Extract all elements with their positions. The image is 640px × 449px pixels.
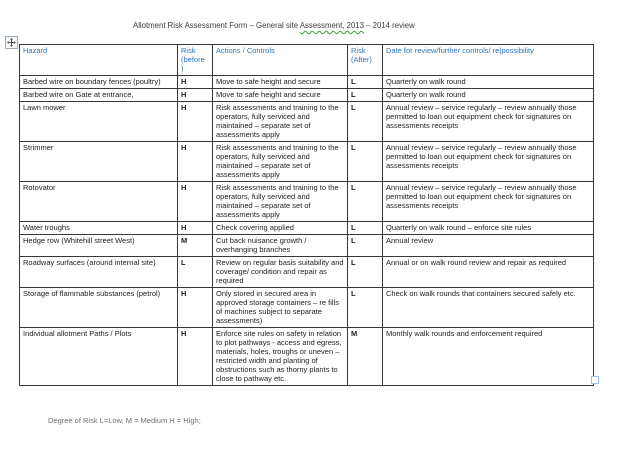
risk-after-cell: L xyxy=(348,182,383,222)
risk-after-cell: M xyxy=(348,328,383,386)
risk-after-cell: L xyxy=(348,89,383,102)
risk-before-cell: H xyxy=(178,222,213,235)
table-row xyxy=(20,142,594,182)
risk-before-cell: H xyxy=(178,102,213,142)
hazard-cell: Strimmer xyxy=(20,142,178,182)
date-cell: Check on walk rounds that containers secured safely etc. xyxy=(383,288,594,328)
date-cell: Monthly walk rounds and enforcement required xyxy=(383,328,594,386)
actions-cell: Risk assessments and training to the operators, fully serviced and maintained – separate set of assessments apply xyxy=(213,142,348,182)
risk-after-cell: L xyxy=(348,102,383,142)
table-row xyxy=(20,235,594,257)
table-row xyxy=(20,257,594,288)
four-way-arrow-icon xyxy=(7,38,16,47)
actions-cell: Review on regular basis suitability and coverage/ condition and repair as required xyxy=(213,257,348,288)
risk-before-cell: H xyxy=(178,288,213,328)
risk-after-cell: L xyxy=(348,142,383,182)
header-risk-before: Risk (before ) xyxy=(178,45,213,76)
risk-table-body xyxy=(20,76,594,386)
table-row xyxy=(20,102,594,142)
actions-cell: Check covering applied xyxy=(213,222,348,235)
hazard-cell: Water troughs xyxy=(20,222,178,235)
risk-after-cell: L xyxy=(348,76,383,89)
actions-cell: Risk assessments and training to the operators, fully serviced and maintained – separate set of assessments apply xyxy=(213,182,348,222)
actions-cell: Enforce site rules on safety in relation to plot pathways - access and egress, materials, holes, troughs or uneven – restricted width and planting of obstructions such as thorny plants to close to pathway etc. xyxy=(213,328,348,386)
date-cell: Quarterly on walk round xyxy=(383,89,594,102)
hazard-cell: Individual allotment Paths / Plots xyxy=(20,328,178,386)
table-row xyxy=(20,76,594,89)
table-row xyxy=(20,89,594,102)
risk-before-cell: H xyxy=(178,89,213,102)
date-cell: Quarterly on walk round xyxy=(383,76,594,89)
date-cell: Annual review – service regularly – review annually those permitted to loan out equipment check for signatures on assessments receipts xyxy=(383,142,594,182)
table-resize-handle[interactable] xyxy=(591,376,599,384)
table-row xyxy=(20,328,594,386)
risk-before-cell: M xyxy=(178,235,213,257)
date-cell: Annual or on walk round review and repair as required xyxy=(383,257,594,288)
date-cell: Annual review – service regularly – review annually those permitted to loan out equipment check for signatures on assessments receipts xyxy=(383,182,594,222)
header-risk-after: Risk (After) xyxy=(348,45,383,76)
risk-after-cell: L xyxy=(348,288,383,328)
hazard-cell: Hedge row (Whitehill street West) xyxy=(20,235,178,257)
risk-before-cell: H xyxy=(178,182,213,222)
risk-after-cell: L xyxy=(348,235,383,257)
table-row xyxy=(20,222,594,235)
hazard-cell: Barbed wire on boundary fences (poultry) xyxy=(20,76,178,89)
hazard-cell: Barbed wire on Gate at entrance, xyxy=(20,89,178,102)
risk-legend-text: Degree of Risk L=Low, M = Medium H = High; xyxy=(48,416,201,425)
actions-cell: Risk assessments and training to the operators, fully serviced and maintained – separate set of assessments apply xyxy=(213,102,348,142)
hazard-cell: Storage of flammable substances (petrol) xyxy=(20,288,178,328)
document-title xyxy=(133,21,415,31)
actions-cell: Only stored in secured area in approved storage containers – re fills of machines subject to separate assessments) xyxy=(213,288,348,328)
date-cell: Quarterly on walk round – enforce site rules xyxy=(383,222,594,235)
table-row xyxy=(20,288,594,328)
title-spellcheck-text: Assessment, 2013 xyxy=(299,21,364,30)
hazard-cell: Lawn mower xyxy=(20,102,178,142)
table-move-handle[interactable] xyxy=(5,36,18,49)
risk-before-cell: H xyxy=(178,142,213,182)
risk-before-cell: H xyxy=(178,76,213,89)
risk-assessment-table xyxy=(19,44,594,386)
risk-before-cell: L xyxy=(178,257,213,288)
header-hazard: Hazard xyxy=(20,45,178,76)
title-prefix: Allotment Risk Assessment Form – General site xyxy=(133,21,300,30)
header-actions-controls: Actions / Controls xyxy=(213,45,348,76)
table-header-row xyxy=(20,45,594,76)
actions-cell: Move to safe height and secure xyxy=(213,89,348,102)
hazard-cell: Roadway surfaces (around internal site) xyxy=(20,257,178,288)
table-row xyxy=(20,182,594,222)
risk-after-cell: L xyxy=(348,222,383,235)
risk-after-cell: L xyxy=(348,257,383,288)
risk-before-cell: H xyxy=(178,328,213,386)
actions-cell: Cut back nuisance growth / overhanging branches xyxy=(213,235,348,257)
date-cell: Annual review – service regularly – review annually those permitted to loan out equipment check for signatures on assessments receipts xyxy=(383,102,594,142)
actions-cell: Move to safe height and secure xyxy=(213,76,348,89)
header-review-date: Date for review/further controls/ re|possibility xyxy=(383,45,594,76)
title-suffix: – 2014 review xyxy=(363,21,415,30)
hazard-cell: Rotovator xyxy=(20,182,178,222)
date-cell: Annual review xyxy=(383,235,594,257)
